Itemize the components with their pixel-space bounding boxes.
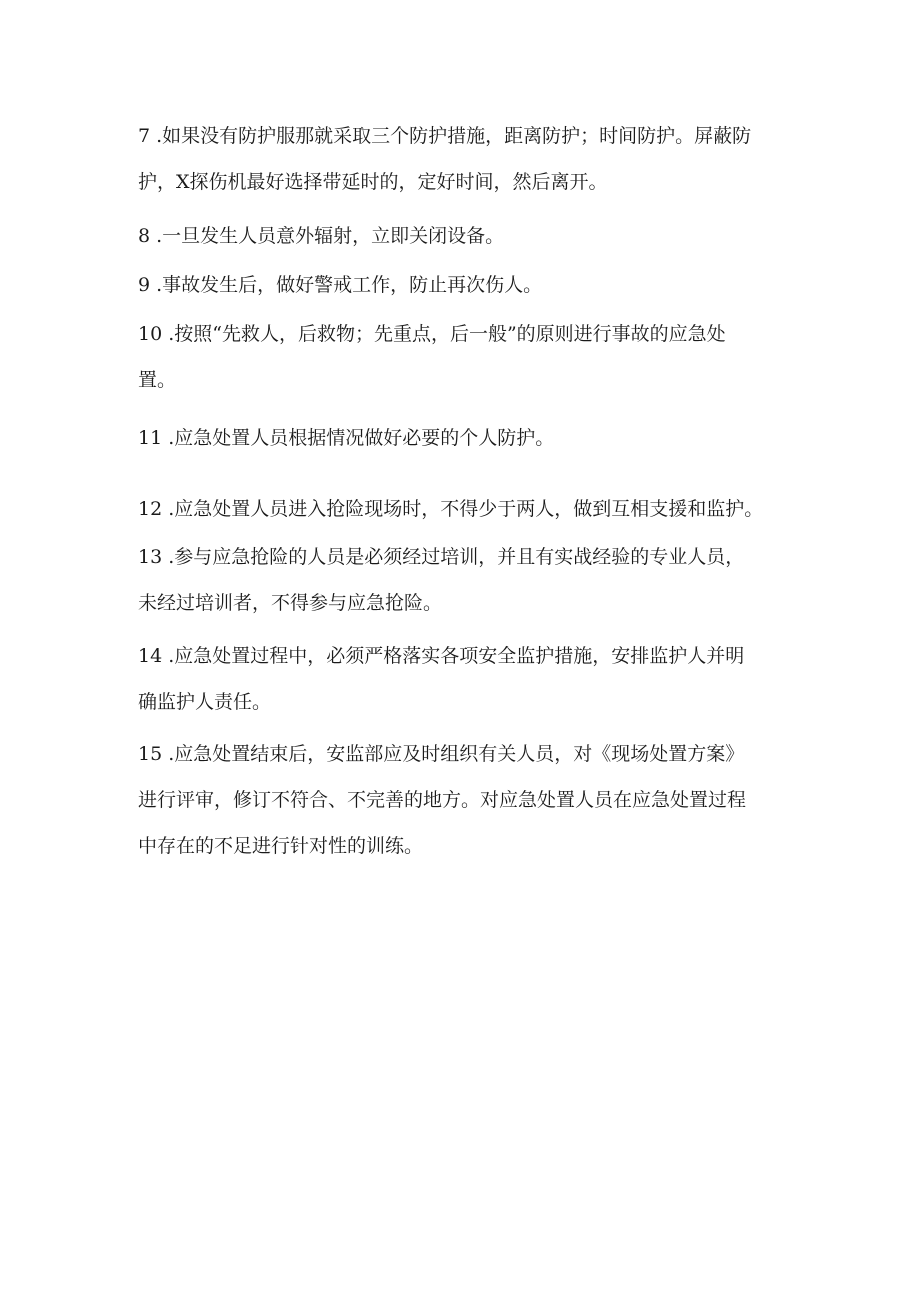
list-item <box>138 633 818 725</box>
list-item-line: 置。 <box>138 369 177 391</box>
list-item-line: 15 .应急处置结束后，安监部应及时组织有关人员，对《现场处置方案》 <box>138 743 745 765</box>
list-item <box>138 415 818 461</box>
list-item-line: 13 .参与应急抢险的人员是必须经过培训，并且有实战经验的专业人员， <box>138 546 745 568</box>
list-item-line: 进行评审，修订不符合、不完善的地方。对应急处置人员在应急处置过程 <box>138 789 747 811</box>
list-item <box>138 311 818 403</box>
list-item-line: 7 .如果没有防护服那就采取三个防护措施，距离防护；时间防护。屏蔽防 <box>138 125 752 147</box>
list-item-line: 10 .按照“先救人，后救物；先重点，后一般”的原则进行事故的应急处 <box>138 323 726 345</box>
list-item-line: 护，X探伤机最好选择带延时的，定好时间，然后离开。 <box>138 171 608 193</box>
list-item-line: 11 .应急处置人员根据情况做好必要的个人防护。 <box>138 427 555 449</box>
list-item-line: 未经过培训者，不得参与应急抢险。 <box>138 592 443 614</box>
list-item <box>138 486 818 532</box>
list-item-line: 14 .应急处置过程中，必须严格落实各项安全监护措施，安排监护人并明 <box>138 645 745 667</box>
list-item <box>138 113 818 205</box>
list-item-line: 12 .应急处置人员进入抢险现场时，不得少于两人，做到互相支援和监护。 <box>138 498 764 520</box>
list-item-line: 8 .一旦发生人员意外辐射，立即关闭设备。 <box>138 225 505 247</box>
list-item <box>138 534 818 626</box>
list-item <box>138 213 818 259</box>
list-item-line: 中存在的不足进行针对性的训练。 <box>138 835 424 857</box>
list-item-line: 9 .事故发生后，做好警戒工作，防止再次伤人。 <box>138 274 543 296</box>
list-item-line: 确监护人责任。 <box>138 691 272 713</box>
list-item <box>138 731 818 869</box>
list-item <box>138 262 818 308</box>
